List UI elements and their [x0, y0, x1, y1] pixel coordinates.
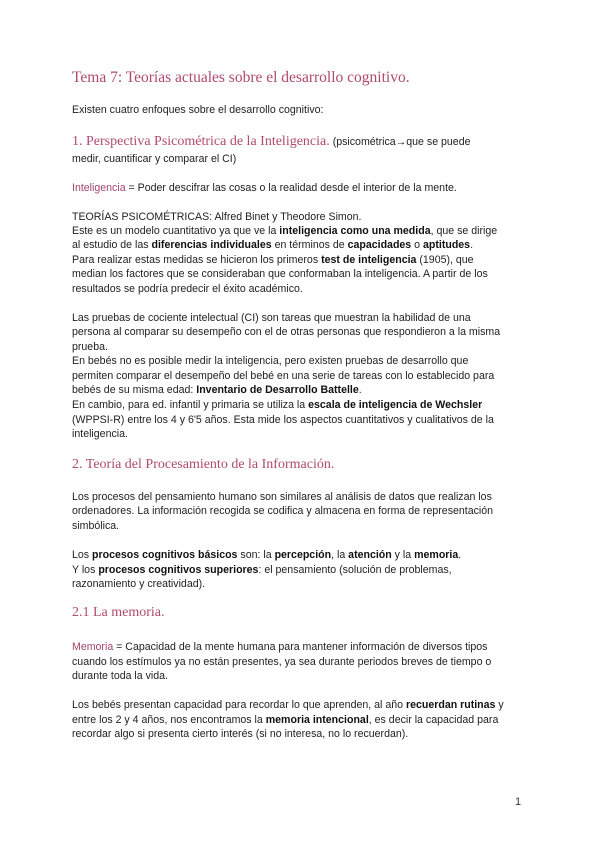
bold-term: escala de inteligencia de Wechsler	[308, 399, 483, 411]
text-run: o	[411, 239, 423, 251]
definition-term: Inteligencia	[72, 182, 126, 194]
paragraph-line: persona al comparar su desempeño con el de otras personas que respondieron a la misma	[72, 326, 501, 338]
section-1-heading-block	[72, 135, 532, 149]
bold-term: procesos cognitivos básicos	[92, 549, 238, 561]
section-1-heading-note: (psicométrica→que se puede	[329, 136, 471, 148]
theories-line: TEORÍAS PSICOMÉTRICAS: Alfred Binet y Theodore Simon.	[72, 211, 362, 223]
paragraph-line	[72, 563, 532, 577]
paragraph-line	[72, 713, 532, 727]
paragraph-line: permiten comparar el desempeño del bebé en una serie de tareas con lo establecido para	[72, 370, 495, 382]
paragraph-line: inteligencia.	[72, 428, 128, 440]
section-2-1-heading: 2.1 La memoria.	[72, 605, 165, 620]
definition-text: = Poder descifrar las cosas o la realidad desde el interior de la mente.	[125, 182, 457, 194]
intro-text: Existen cuatro enfoques sobre el desarrollo cognitivo:	[72, 104, 324, 116]
bold-term: diferencias individuales	[151, 239, 272, 251]
page-title: Tema 7: Teorías actuales sobre el desarrollo cognitivo.	[72, 69, 410, 86]
bold-term: memoria	[414, 549, 459, 561]
text-run: y	[495, 699, 504, 711]
paragraph-line: (WPPSI-R) entre los 4 y 6'5 años. Esta mide los aspectos cuantitativos y cualitativos de la	[72, 414, 494, 426]
section-2-heading: 2. Teoría del Procesamiento de la Información.	[72, 457, 335, 472]
bold-term: capacidades	[347, 239, 412, 251]
text-run: = Capacidad de la mente humana para mantener información de diversos tipos	[113, 641, 488, 653]
definition-term: Memoria	[72, 641, 114, 653]
paragraph-line: razonamiento y creatividad).	[72, 578, 206, 590]
text-run: , la	[331, 549, 349, 561]
text-run: en términos de	[271, 239, 348, 251]
bold-term: aptitudes	[422, 239, 471, 251]
bold-term: recuerdan rutinas	[405, 699, 496, 711]
text-run: , que se dirige	[430, 225, 498, 237]
section-1-heading: 1. Perspectiva Psicométrica de la Inteligencia.	[72, 134, 330, 149]
paragraph-line: ordenadores. La información recogida se codifica y almacena en forma de representación	[72, 505, 494, 517]
paragraph-line	[72, 383, 532, 397]
text-run: y la	[391, 549, 415, 561]
paragraph-line: En bebés no es posible medir la inteligencia, pero existen pruebas de desarrollo que	[72, 355, 469, 367]
paragraph-line: resultados se podría predecir el éxito académico.	[72, 283, 303, 295]
text-run: Y los	[72, 564, 99, 576]
bold-term: atención	[348, 549, 392, 561]
paragraph-line: recordar algo si presenta cierto interés (si no interesa, no lo recuerdan).	[72, 728, 409, 740]
text-run: Los	[72, 549, 93, 561]
text-run: Este es un modelo cuantitativo ya que ve la	[72, 225, 280, 237]
text-run: Los bebés presentan capacidad para recordar lo que aprenden, al año	[72, 699, 406, 711]
paragraph-line	[72, 548, 532, 562]
paragraph-line	[72, 224, 532, 238]
paragraph-line: Las pruebas de cociente intelectual (CI) son tareas que muestran la habilidad de una	[72, 312, 471, 324]
paragraph-line	[72, 253, 532, 267]
paragraph-line	[72, 238, 532, 252]
text-run: bebés de su misma edad:	[72, 384, 197, 396]
text-run: , es decir la capacidad para	[368, 714, 499, 726]
text-run: .	[358, 384, 362, 396]
paragraph-line: simbólica.	[72, 520, 120, 532]
text-run: Para realizar estas medidas se hicieron los primeros	[72, 254, 322, 266]
text-run: .	[458, 549, 462, 561]
paragraph-line: durante toda la vida.	[72, 670, 169, 682]
bold-term: procesos cognitivos superiores	[98, 564, 259, 576]
definition-memoria	[72, 640, 532, 654]
bold-term: inteligencia como una medida	[279, 225, 431, 237]
paragraph-line: Los procesos del pensamiento humano son similares al análisis de datos que realizan los	[72, 491, 492, 503]
text-run: entre los 2 y 4 años, nos encontramos la	[72, 714, 266, 726]
paragraph-line	[72, 698, 532, 712]
paragraph-line: cuando los estímulos ya no están presentes, ya sea durante periodos breves de tiempo o	[72, 656, 492, 668]
paragraph-line	[72, 398, 532, 412]
text-run: al estudio de las	[72, 239, 152, 251]
bold-term: memoria intencional	[265, 714, 369, 726]
page-number: 1	[515, 796, 522, 808]
text-run: : el pensamiento (solución de problemas,	[258, 564, 452, 576]
bold-term: percepción	[274, 549, 332, 561]
text-run: son: la	[237, 549, 275, 561]
text-run: (1905), que	[416, 254, 474, 266]
text-run: .	[470, 239, 474, 251]
paragraph-line: median los factores que se consideraban que conformaban la inteligencia. A partir de los	[72, 268, 488, 280]
section-1-heading-note-line2: medir, cuantificar y comparar el CI)	[72, 153, 237, 165]
text-run: En cambio, para ed. infantil y primaria se utiliza la	[72, 399, 309, 411]
definition-inteligencia	[72, 181, 532, 195]
bold-term: test de inteligencia	[321, 254, 417, 266]
bold-term: Inventario de Desarrollo Battelle	[196, 384, 359, 396]
paragraph-line: prueba.	[72, 341, 108, 353]
